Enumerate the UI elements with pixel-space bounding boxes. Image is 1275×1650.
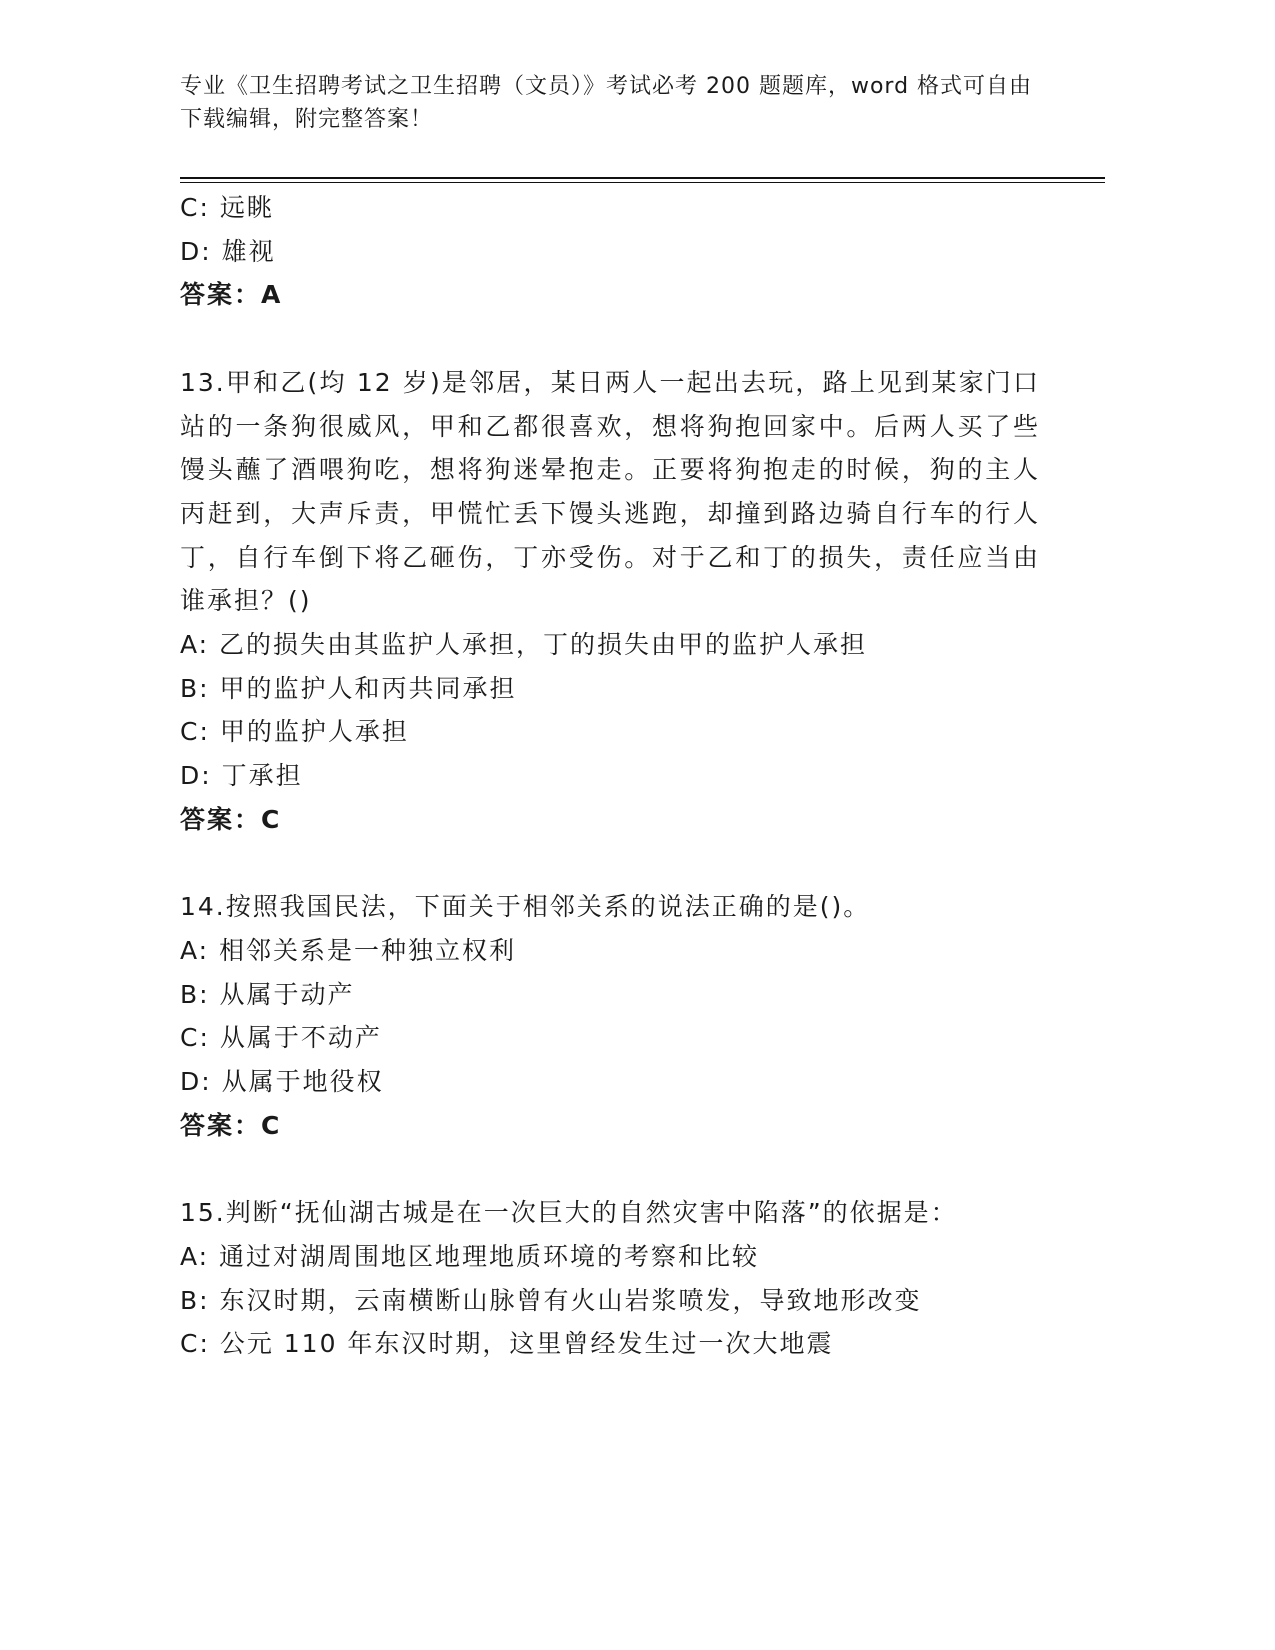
option-b: B: 从属于动产 <box>180 979 355 1009</box>
option-c: C: 远眺 <box>180 193 274 222</box>
question-15 <box>180 1191 1040 1366</box>
question-stem: 13.甲和乙(均 12 岁)是邻居，某日两人一起出去玩，路上见到某家门口站的一条狗很威风，甲和乙都很喜欢，想将狗抱回家中。后两人买了些馒头蘸了酒喂狗吃，想将狗迷晕抱走。正要将狗抱走的时候，狗的主人丙赶到，大声斥责，甲慌忙丢下馒头逃跑，却撞到路边骑自行车的行人丁，自行车倒下将乙砸伤，丁亦受伤。对于乙和丁的损失，责任应当由谁承担？() <box>180 367 1040 616</box>
question-14 <box>180 885 1040 1147</box>
option-a: A: 相邻关系是一种独立权利 <box>180 935 517 965</box>
question-stem: 14.按照我国民法，下面关于相邻关系的说法正确的是()。 <box>180 892 871 922</box>
question-content <box>180 186 1040 1366</box>
question-13 <box>180 361 1040 842</box>
header-divider-thick <box>180 177 1105 179</box>
answer-line: 答案：C <box>180 804 282 834</box>
option-d: D: 从属于地役权 <box>180 1067 384 1097</box>
document-header <box>180 70 1040 136</box>
prev-question-tail <box>180 186 1040 317</box>
question-stem: 15.判断“抚仙湖古城是在一次巨大的自然灾害中陷落”的依据是： <box>180 1198 958 1228</box>
answer-line: 答案：A <box>180 280 283 310</box>
option-a: A: 通过对湖周围地区地理地质环境的考察和比较 <box>180 1241 760 1271</box>
option-d: D: 雄视 <box>180 236 276 266</box>
option-c: C: 从属于不动产 <box>180 1023 382 1053</box>
header-divider-thin <box>180 182 1105 183</box>
answer-line: 答案：C <box>180 1110 282 1140</box>
option-b: B: 甲的监护人和丙共同承担 <box>180 673 517 703</box>
option-c: C: 公元 110 年东汉时期，这里曾经发生过一次大地震 <box>180 1329 834 1359</box>
option-d: D: 丁承担 <box>180 761 303 791</box>
option-c: C: 甲的监护人承担 <box>180 717 409 747</box>
option-b: B: 东汉时期，云南横断山脉曾有火山岩浆喷发，导致地形改变 <box>180 1285 922 1315</box>
header-text: 专业《卫生招聘考试之卫生招聘（文员）》考试必考 200 题题库，word 格式可自由下载编辑，附完整答案！ <box>180 74 1033 132</box>
option-a: A: 乙的损失由其监护人承担，丁的损失由甲的监护人承担 <box>180 630 868 660</box>
